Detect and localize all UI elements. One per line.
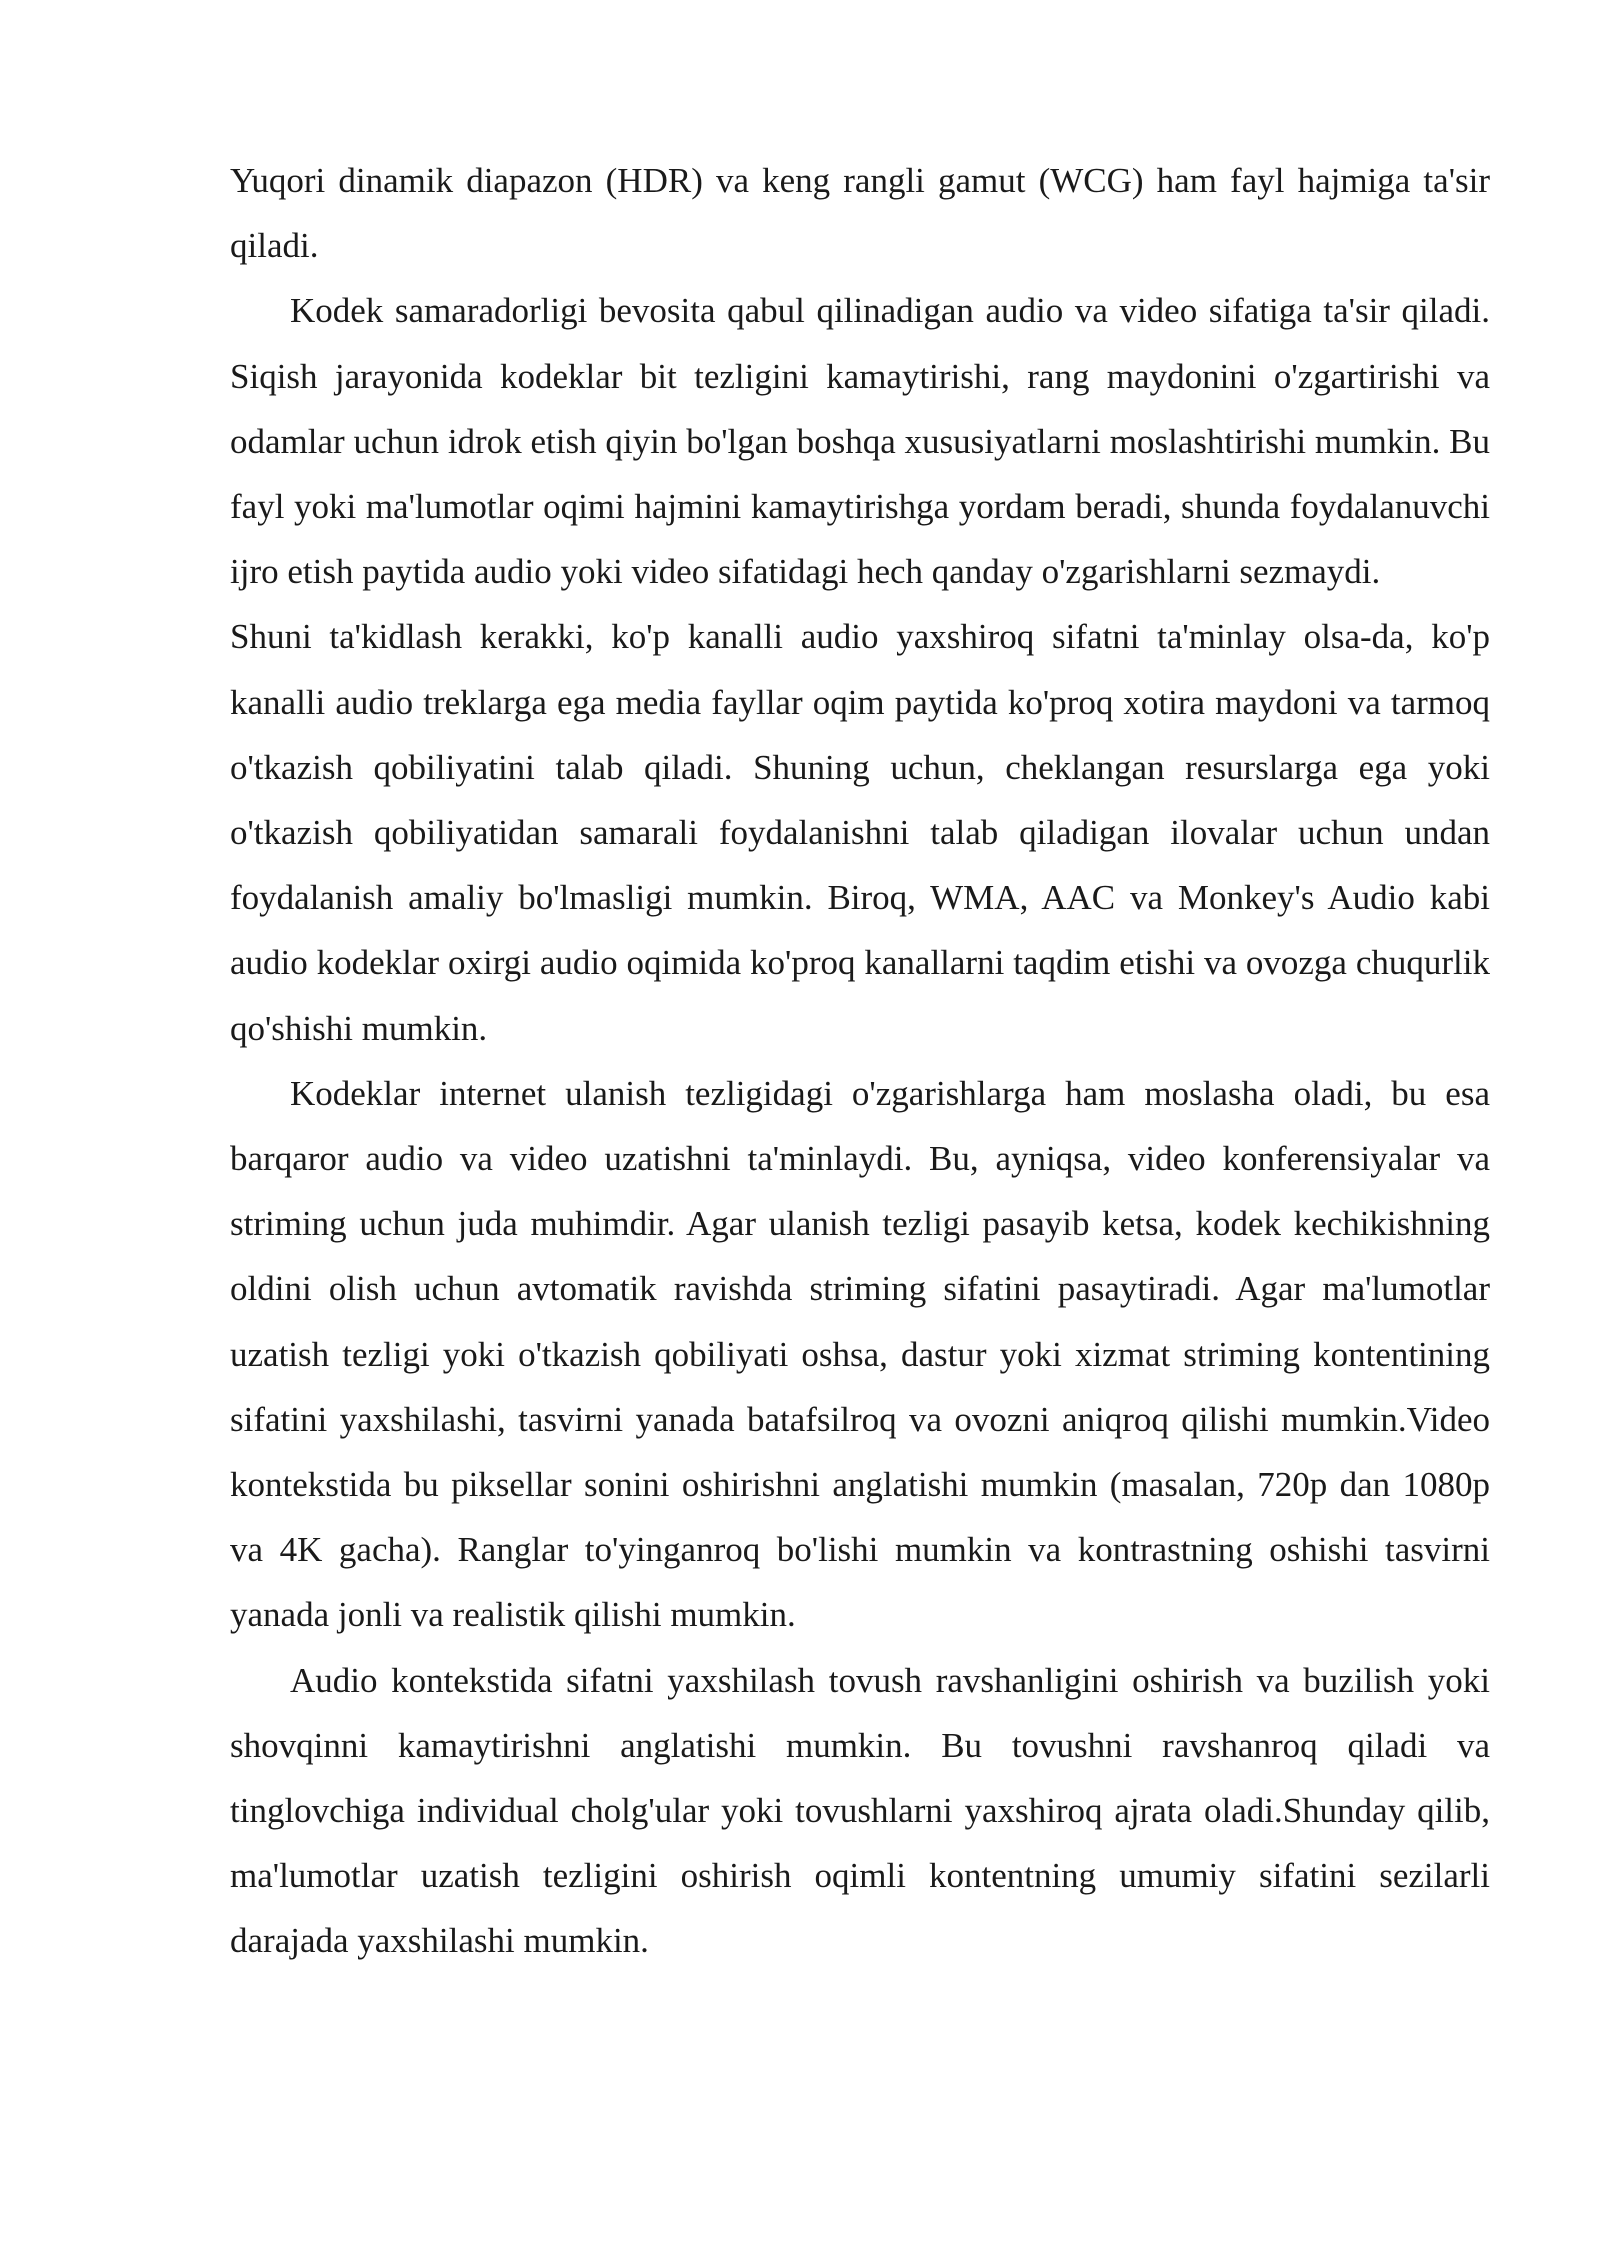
document-body — [230, 148, 1490, 1974]
paragraph-hdr-wcg: Yuqori dinamik diapazon (HDR) va keng rangli gamut (WCG) ham fayl hajmiga ta'sir qiladi. — [230, 161, 1490, 266]
paragraph-adaptive-streaming: Kodeklar internet ulanish tezligidagi o'zgarishlarga ham moslasha oladi, bu esa barqaror audio va video uzatishni ta'minlaydi. Bu, ayniqsa, video konferensiyalar va striming uchun juda muhimdir. Agar ulanish tezligi pasayib ketsa, kodek kechikishning oldini olish uchun avtomatik ravishda striming sifatini pasaytiradi. Agar ma'lumotlar uzatish tezligi yoki o'tkazish qobiliyati oshsa, dastur yoki xizmat striming kontentining sifatini yaxshilashi, tasvirni yanada batafsilroq va ovozni aniqroq qilishi mumkin.Video kontekstida bu piksellar sonini oshirishni anglatishi mumkin (masalan, 720p dan 1080p va 4K gacha). Ranglar to'yinganroq bo'lishi mumkin va kontrastning oshishi tasvirni yanada jonli va realistik qilishi mumkin. — [230, 1073, 1490, 1635]
paragraph-audio-quality: Audio kontekstida sifatni yaxshilash tovush ravshanligini oshirish va buzilish yoki shovqinni kamaytirishni anglatishi mumkin. Bu tovushni ravshanroq qiladi va tinglovchiga individual cholg'ular yoki tovushlarni yaxshiroq ajrata oladi.Shunday qilib, ma'lumotlar uzatish tezligini oshirish oqimli kontentning umumiy sifatini sezilarli darajada yaxshilashi mumkin. — [230, 1660, 1490, 1961]
paragraph-multichannel-audio: Shuni ta'kidlash kerakki, ko'p kanalli audio yaxshiroq sifatni ta'minlay olsa-da, ko'p kanalli audio treklarga ega media fayllar oqim paytida ko'proq xotira maydoni va tarmoq o'tkazish qobiliyatini talab qiladi. Shuning uchun, cheklangan resurslarga ega yoki o'tkazish qobiliyatidan samarali foydalanishni talab qiladigan ilovalar uchun undan foydalanish amaliy bo'lmasligi mumkin. Biroq, WMA, AAC va Monkey's Audio kabi audio kodeklar oxirgi audio oqimida ko'proq kanallarni taqdim etishi va ovozga chuqurlik qo'shishi mumkin. — [230, 617, 1490, 1048]
paragraph-codec-efficiency: Kodek samaradorligi bevosita qabul qilinadigan audio va video sifatiga ta'sir qiladi. Siqish jarayonida kodeklar bit tezligini kamaytirishi, rang maydonini o'zgartirishi va odamlar uchun idrok etish qiyin bo'lgan boshqa xususiyatlarni moslashtirishi mumkin. Bu fayl yoki ma'lumotlar oqimi hajmini kamaytirishga yordam beradi, shunda foydalanuvchi ijro etish paytida audio yoki video sifatidagi hech qanday o'zgarishlarni sezmaydi. — [230, 291, 1490, 592]
